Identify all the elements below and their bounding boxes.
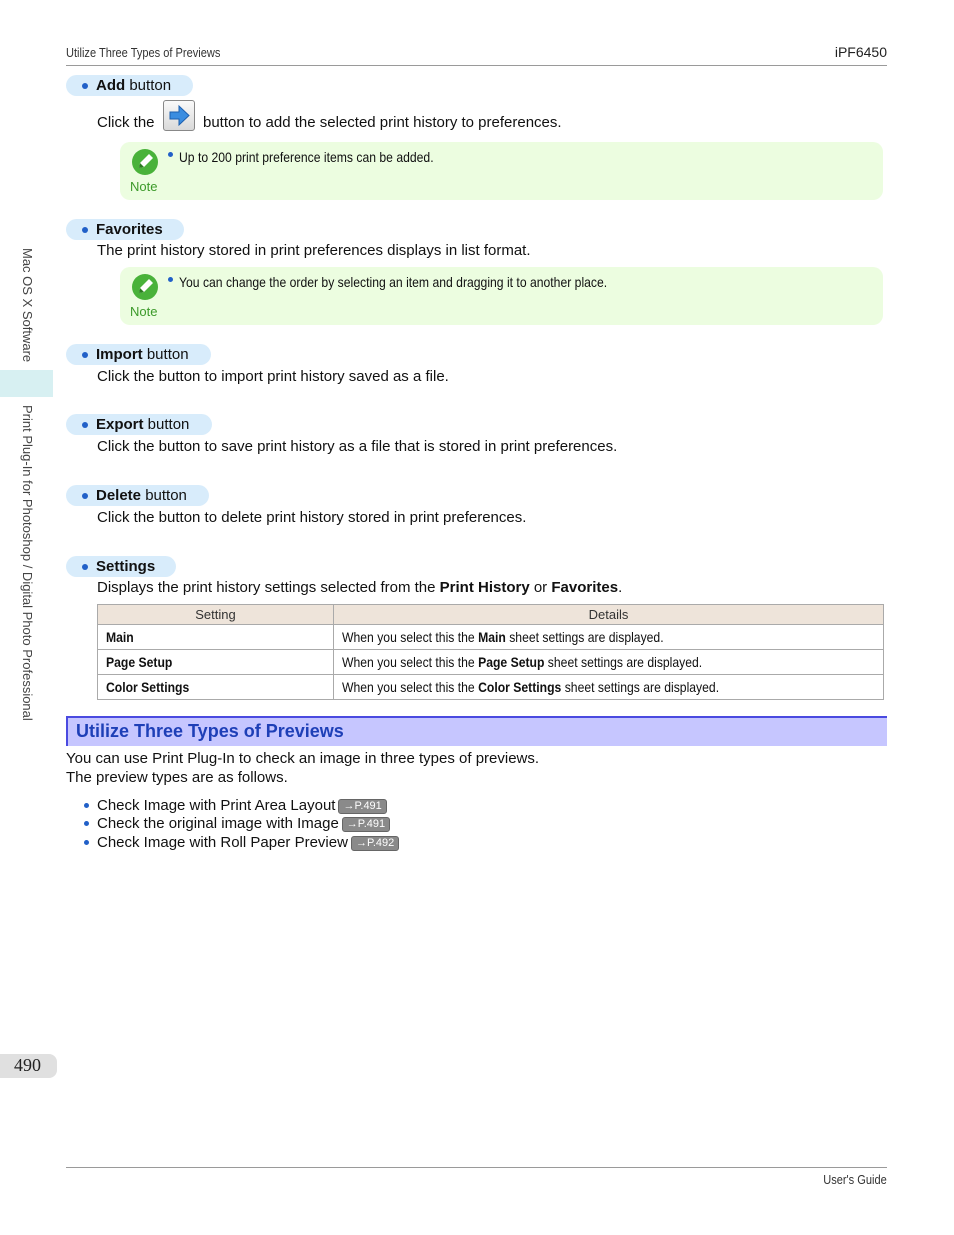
item-heading-export [66,414,212,435]
favorites-text: The print history stored in print preferences displays in list format. [97,242,531,259]
import-text: Click the button to import print history saved as a file. [97,368,449,385]
list-item-text: Check Image with Roll Paper Preview [97,834,348,851]
table-cell-details [334,650,884,675]
heading-bold: Settings [96,558,156,575]
sidebar-subchapter: Print Plug-In for Photoshop / Digital Photo Professional [20,405,35,721]
note-pencil-icon [130,148,160,176]
model-name: iPF6450 [834,44,887,60]
heading-bold: Export [96,416,144,433]
details-post: sheet settings are displayed. [544,654,703,670]
table-row [98,625,884,650]
list-item [97,797,387,814]
settings-text-print-history: Print History [439,579,530,596]
add-text-after: button to add the selected print history to preferences. [203,114,562,131]
sidebar-chapter: Mac OS X Software [20,248,35,363]
page-number: 490 [14,1055,41,1075]
heading-bold: Add [96,77,126,94]
setting-name: Page Setup [106,654,173,670]
list-item-text: Check Image with Print Area Layout [97,797,336,814]
note-bullet [168,152,173,157]
heading-bold: Favorites [96,221,163,238]
item-heading-import [66,344,211,365]
note-label: Note [130,304,158,319]
running-header-title: Utilize Three Types of Previews [66,45,221,60]
table-cell-details [334,625,884,650]
section-intro-2: The preview types are as follows. [66,769,288,786]
bullet-icon [82,422,88,428]
bullet-icon [82,227,88,233]
table-row [98,675,884,700]
details-post: sheet settings are displayed. [505,629,664,645]
section-intro-1: You can use Print Plug-In to check an image in three types of previews. [66,750,540,767]
settings-text-favorites: Favorites [551,579,619,596]
section-title: Utilize Three Types of Previews [76,721,344,741]
delete-text: Click the button to delete print history stored in print preferences. [97,509,527,526]
settings-table [97,604,884,700]
details-bold: Color Settings [478,679,562,695]
heading-rest: button [143,416,190,433]
settings-text-pre: Displays the print history settings selected from the [97,579,440,596]
heading-bold: Delete [96,487,142,504]
settings-text [97,579,622,596]
item-heading-delete [66,485,209,506]
bullet-icon [82,83,88,89]
details-bold: Page Setup [478,654,545,670]
header-rule [66,65,887,66]
table-cell-setting [98,650,334,675]
note-pencil-icon [130,273,160,301]
table-cell-details [334,675,884,700]
item-heading-add [66,75,193,96]
table-cell-setting [98,675,334,700]
heading-rest: button [141,487,187,504]
details-bold: Main [478,629,506,645]
note-label: Note [130,179,158,194]
item-heading-settings [66,556,176,577]
page-ref-link[interactable]: →P.491 [342,817,390,832]
note-text: You can change the order by selecting an item and dragging it to another place. [179,274,608,290]
settings-text-end: . [618,579,623,596]
list-item [97,834,399,851]
export-text: Click the button to save print history as a file that is stored in print preferences. [97,438,618,455]
bullet-icon [82,493,88,499]
heading-bold: Import [96,346,143,363]
add-text-before: Click the [97,114,155,131]
note-text: Up to 200 print preference items can be added. [179,149,434,165]
footer-guide-name: User's Guide [823,1172,887,1187]
table-cell-setting [98,625,334,650]
page-ref-link[interactable]: →P.492 [351,836,399,851]
list-item-text: Check the original image with Image [97,815,339,832]
table-header-row [98,605,884,625]
bullet-icon [82,564,88,570]
heading-rest: button [142,346,189,363]
list-bullet-icon [84,840,89,845]
list-bullet-icon [84,821,89,826]
right-arrow-icon [164,101,194,130]
details-pre: When you select this the [342,629,479,645]
setting-name: Color Settings [106,679,190,695]
settings-text-mid: or [529,579,552,596]
sidebar-active-tab [0,370,53,397]
footer-rule [66,1167,887,1168]
note-box-add [120,142,883,200]
setting-name: Main [106,629,134,645]
table-header-setting: Setting [98,605,334,625]
item-heading-favorites [66,219,184,240]
note-bullet [168,277,173,282]
list-bullet-icon [84,803,89,808]
note-box-favorites [120,267,883,325]
table-header-details: Details [334,605,884,625]
details-pre: When you select this the [342,654,479,670]
list-item [97,815,390,832]
add-arrow-button-image [163,100,195,131]
heading-rest: button [125,77,172,94]
details-post: sheet settings are displayed. [561,679,720,695]
details-pre: When you select this the [342,679,479,695]
bullet-icon [82,352,88,358]
page-ref-link[interactable]: →P.491 [338,799,386,814]
table-row [98,650,884,675]
